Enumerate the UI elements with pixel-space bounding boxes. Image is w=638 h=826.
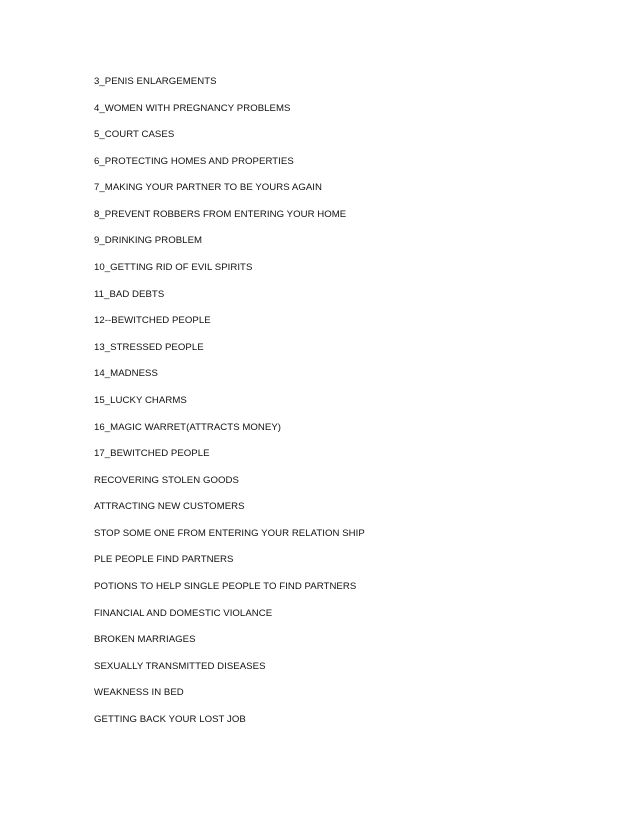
list-item: 3_PENIS ENLARGEMENTS <box>94 76 217 87</box>
list-item: 10_GETTING RID OF EVIL SPIRITS <box>94 262 253 274</box>
list-item: PLE PEOPLE FIND PARTNERS <box>94 554 234 566</box>
list-item: POTIONS TO HELP SINGLE PEOPLE TO FIND PARTNERS <box>94 580 357 592</box>
list-item: 8_PREVENT ROBBERS FROM ENTERING YOUR HOME <box>94 208 347 220</box>
list-item: 15_LUCKY CHARMS <box>94 394 187 406</box>
list-item: 17_BEWITCHED PEOPLE <box>94 448 210 460</box>
list-item: 5_COURT CASES <box>94 129 175 141</box>
list-item: GETTING BACK YOUR LOST JOB <box>94 713 246 725</box>
list-item: 12--BEWITCHED PEOPLE <box>94 315 211 327</box>
list-item: 16_MAGIC WARRET(ATTRACTS MONEY) <box>94 421 282 433</box>
list-item: 7_MAKING YOUR PARTNER TO BE YOURS AGAIN <box>94 182 323 194</box>
list-item: 14_MADNESS <box>94 368 158 380</box>
list-item: BROKEN MARRIAGES <box>94 634 196 646</box>
list-item: FINANCIAL AND DOMESTIC VIOLANCE <box>94 607 273 619</box>
list-item: ATTRACTING NEW CUSTOMERS <box>94 501 245 513</box>
list-item: STOP SOME ONE FROM ENTERING YOUR RELATION SHIP <box>94 527 365 539</box>
services-list <box>94 74 365 738</box>
list-item: 9_DRINKING PROBLEM <box>94 235 203 247</box>
list-item: SEXUALLY TRANSMITTED DISEASES <box>94 660 266 672</box>
list-item: WEAKNESS IN BED <box>94 687 184 699</box>
list-item: RECOVERING STOLEN GOODS <box>94 474 239 486</box>
list-item: 13_STRESSED PEOPLE <box>94 341 204 353</box>
list-item: 6_PROTECTING HOMES AND PROPERTIES <box>94 155 294 167</box>
list-item: 4_WOMEN WITH PREGNANCY PROBLEMS <box>94 102 291 114</box>
list-item: 11_BAD DEBTS <box>94 288 165 300</box>
